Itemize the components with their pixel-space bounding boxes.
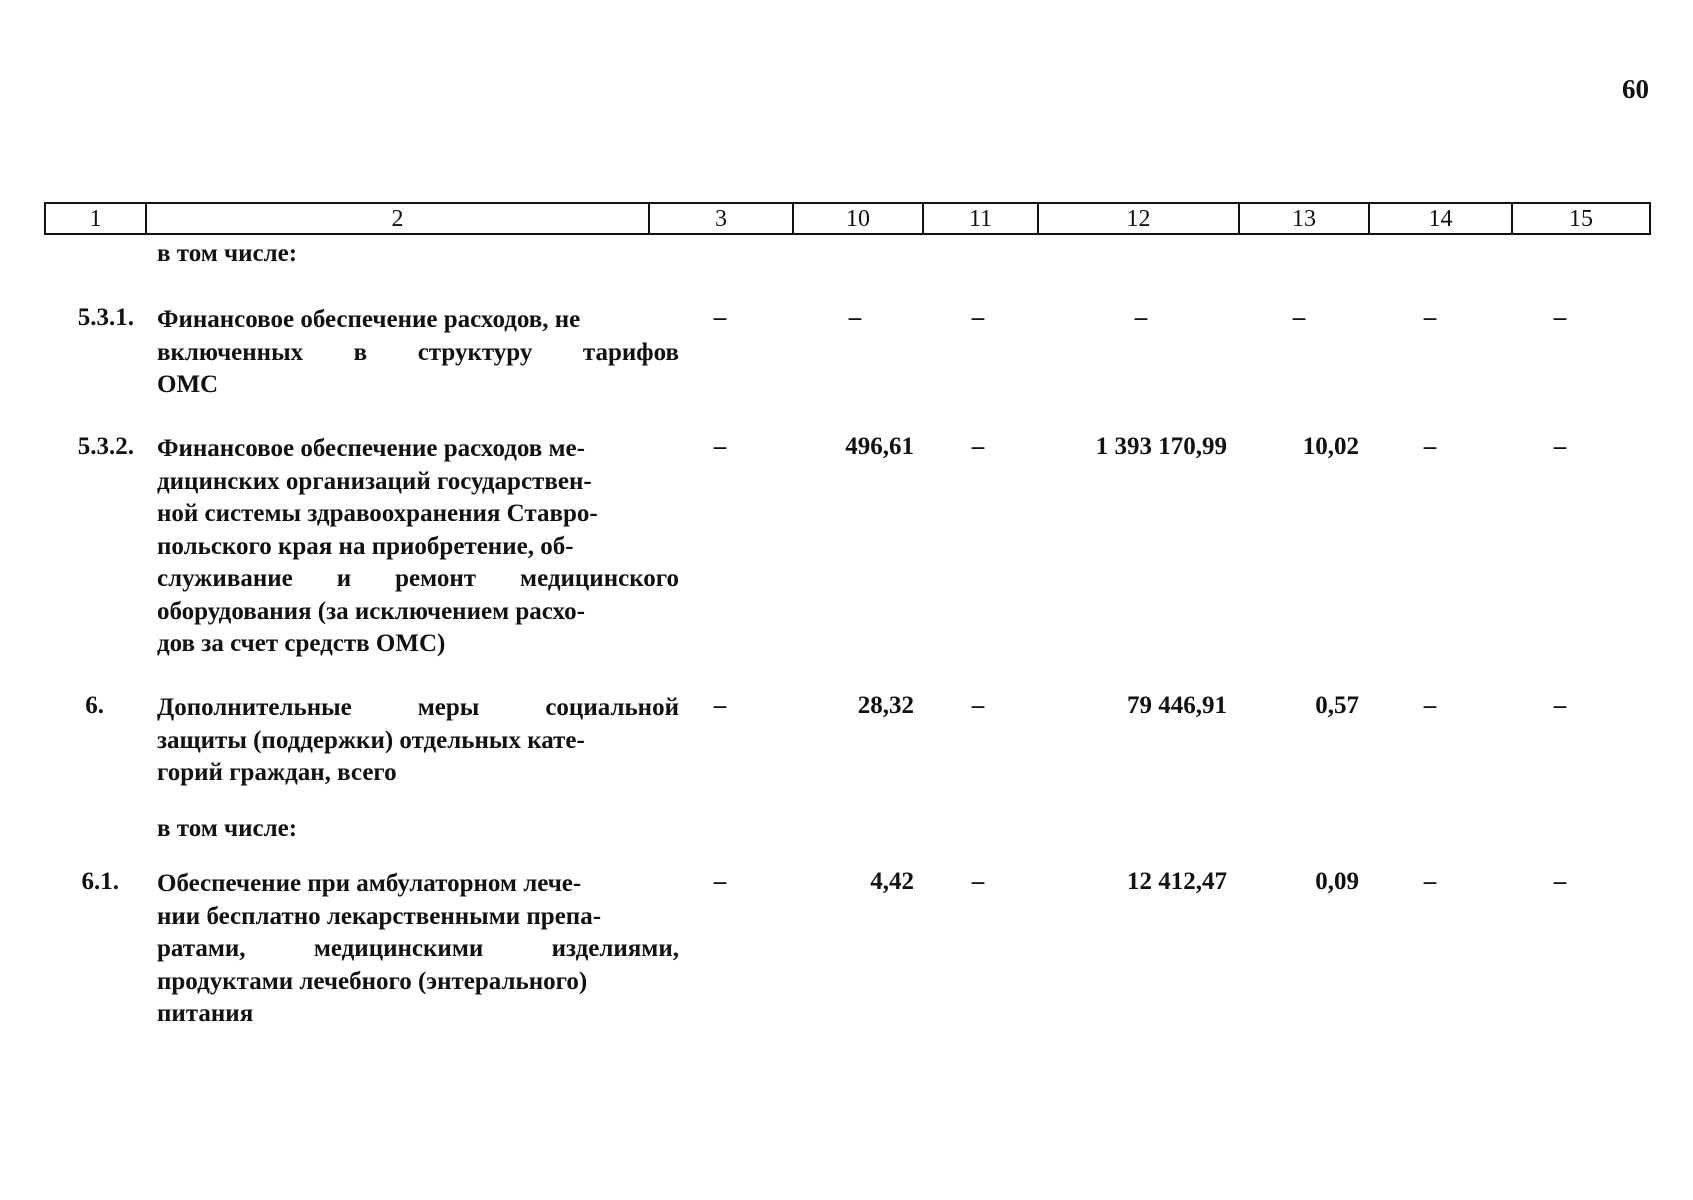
row-description <box>157 692 679 790</box>
header-col-3: 3 <box>650 204 794 233</box>
cell-col-14: – <box>1423 433 1437 460</box>
header-col-10: 10 <box>794 204 924 233</box>
cell-col-15: – <box>1553 304 1567 331</box>
row-number: 5.3.1. <box>77 304 134 331</box>
cell-col-11: – <box>971 304 985 331</box>
desc-line: питания <box>157 1000 254 1027</box>
header-col-13: 13 <box>1240 204 1370 233</box>
desc-line: защиты (поддержки) отдельных кате- <box>157 726 585 754</box>
desc-line: польского края на приобретение, об- <box>157 532 574 560</box>
row-description <box>157 868 679 1031</box>
desc-line: оборудования (за исключением расхо- <box>157 597 585 625</box>
desc-line: ратами, медицинскими изделиями, <box>157 935 679 962</box>
row-description <box>157 304 679 402</box>
cell-col-12: 1 393 170,99 <box>1095 433 1227 460</box>
cell-col-13: 0,09 <box>1315 868 1359 895</box>
header-col-11: 11 <box>924 204 1039 233</box>
cell-col-13: 0,57 <box>1315 692 1359 719</box>
cell-col-10: – <box>848 304 862 331</box>
cell-col-3: – <box>713 433 727 460</box>
desc-line: Финансовое обеспечение расходов, не <box>157 306 581 333</box>
desc-line: Финансовое обеспечение расходов ме- <box>157 435 585 462</box>
cell-col-15: – <box>1553 692 1567 719</box>
desc-line: ной системы здравоохранения Ставро- <box>157 500 598 527</box>
desc-line: дов за счет средств ОМС) <box>157 630 446 657</box>
cell-col-3: – <box>713 692 727 719</box>
desc-line: включенных в структуру тарифов <box>157 338 679 366</box>
row-number: 5.3.2. <box>77 433 134 460</box>
header-col-1: 1 <box>46 204 147 233</box>
cell-col-3: – <box>713 304 727 331</box>
desc-line: ОМС <box>157 371 219 398</box>
desc-line: служивание и ремонт медицинского <box>157 565 679 592</box>
row-number: 6. <box>85 692 104 719</box>
subheading-text: в том числе: <box>157 815 298 842</box>
cell-col-14: – <box>1423 304 1437 331</box>
row-description <box>157 433 679 661</box>
header-col-12: 12 <box>1039 204 1240 233</box>
header-col-2: 2 <box>147 204 650 233</box>
desc-line: продуктами лечебного (энтерального) <box>157 967 588 995</box>
header-col-15: 15 <box>1569 206 1593 232</box>
desc-line: Дополнительные меры социальной <box>157 694 679 721</box>
cell-col-13: 10,02 <box>1302 433 1359 460</box>
cell-col-12: 79 446,91 <box>1127 692 1227 719</box>
cell-col-14: – <box>1423 868 1437 895</box>
cell-col-14: – <box>1423 692 1437 719</box>
cell-col-10: 4,42 <box>870 868 914 895</box>
cell-col-13: – <box>1292 304 1306 331</box>
header-col-14: 14 <box>1370 204 1513 233</box>
cell-col-15: – <box>1553 433 1567 460</box>
desc-line: Обеспечение при амбулаторном лече- <box>157 870 582 897</box>
page-number: 60 <box>1622 74 1649 104</box>
desc-line: нии бесплатно лекарственными препа- <box>157 902 602 930</box>
cell-col-11: – <box>971 433 985 460</box>
cell-col-12: 12 412,47 <box>1127 868 1227 895</box>
subheading-text: в том числе: <box>157 240 298 267</box>
row-number: 6.1. <box>81 868 119 895</box>
cell-col-10: 496,61 <box>845 433 914 460</box>
cell-col-3: – <box>713 868 727 895</box>
table-header <box>44 202 1651 235</box>
cell-col-11: – <box>971 868 985 895</box>
cell-col-12: – <box>1134 304 1148 331</box>
desc-line: горий граждан, всего <box>157 759 397 786</box>
cell-col-15: – <box>1553 868 1567 895</box>
cell-col-11: – <box>971 692 985 719</box>
cell-col-10: 28,32 <box>857 692 914 719</box>
desc-line: дицинских организаций государствен- <box>157 467 592 495</box>
